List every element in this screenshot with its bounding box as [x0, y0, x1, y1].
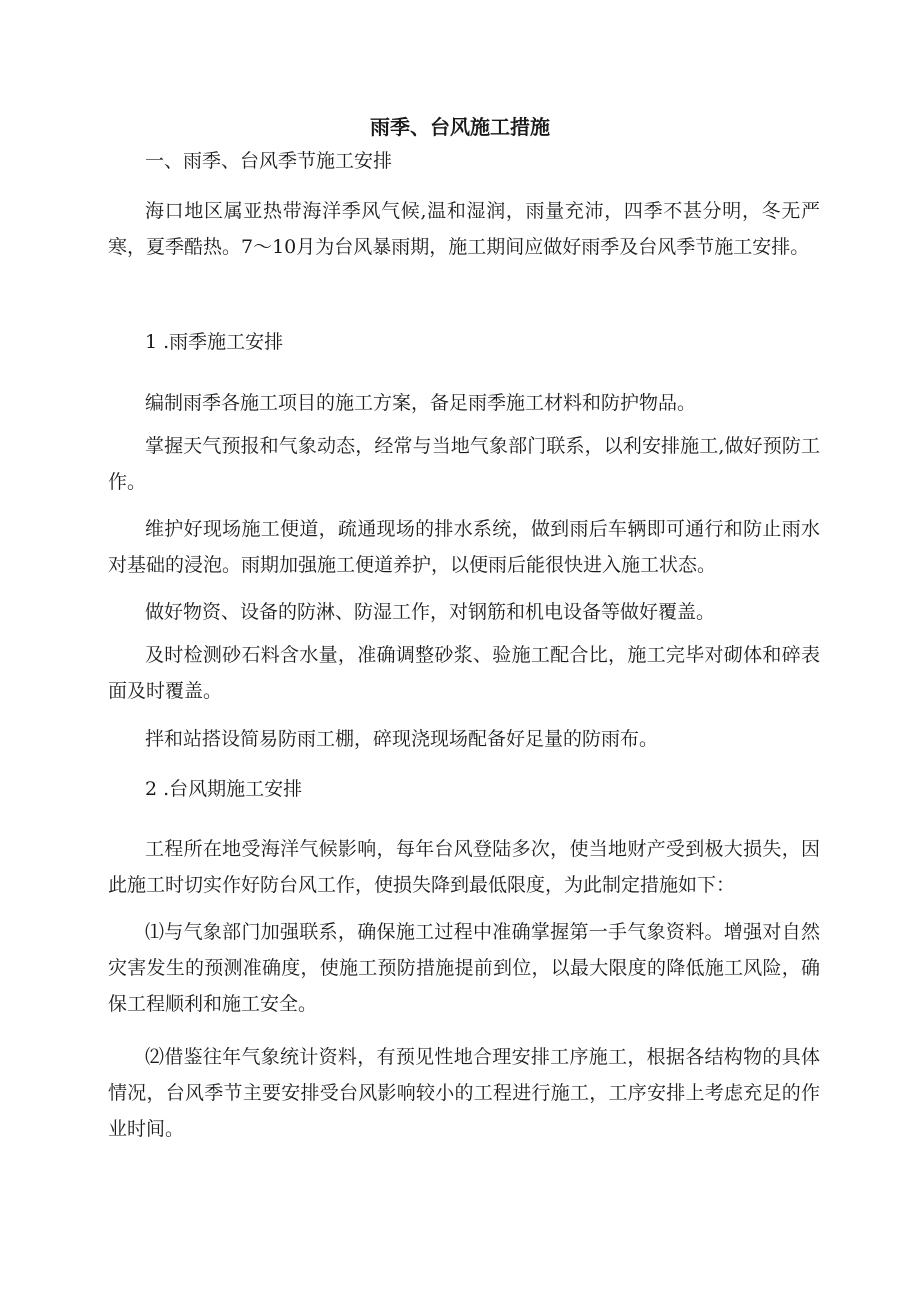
document-title: 雨季、台风施工措施 — [370, 115, 550, 139]
intro-paragraph: 海口地区属亚热带海洋季风气候,温和湿润，雨量充沛，四季不甚分明，冬无严寒，夏季酷热。7～10月为台风暴雨期，施工期间应做好雨季及台风季节施工安排。 — [108, 200, 820, 258]
subsection-rain-heading: 1 .雨季施工安排 — [145, 331, 284, 353]
typhoon-item: ⑵借鉴往年气象统计资料，有预见性地合理安排工序施工，根据各结构物的具体情况，台风季节主要安排受台风影响较小的工程进行施工，工序安排上考虑充足的作业时间。 — [108, 1046, 820, 1140]
rain-item: 掌握天气预报和气象动态，经常与当地气象部门联系，以利安排施工,做好预防工作。 — [108, 435, 820, 493]
rain-item: 编制雨季各施工项目的施工方案，备足雨季施工材料和防护物品。 — [145, 392, 697, 414]
rain-item: 做好物资、设备的防淋、防湿工作，对钢筋和机电设备等做好覆盖。 — [145, 601, 716, 623]
section-heading: 一、雨季、台风季节施工安排 — [145, 150, 393, 172]
typhoon-intro-paragraph: 工程所在地受海洋气候影响，每年台风登陆多次，使当地财产受到极大损失，因此施工时切实作好防台风工作，使损失降到最低限度，为此制定措施如下： — [108, 838, 820, 896]
subsection-typhoon-heading: 2 .台风期施工安排 — [145, 778, 303, 800]
typhoon-item: ⑴与气象部门加强联系，确保施工过程中准确掌握第一手气象资料。增强对自然灾害发生的预测准确度，使施工预防措施提前到位，以最大限度的降低施工风险，确保工程顺利和施工安全。 — [108, 921, 820, 1015]
rain-item: 拌和站搭设简易防雨工棚，碎现浇现场配备好足量的防雨布。 — [145, 728, 659, 750]
rain-item: 及时检测砂石料含水量，准确调整砂浆、验施工配合比，施工完毕对砌体和碎表面及时覆盖。 — [108, 644, 820, 702]
rain-item: 维护好现场施工便道，疏通现场的排水系统，做到雨后车辆即可通行和防止雨水对基础的浸泡。雨期加强施工便道养护，以便雨后能很快进入施工状态。 — [108, 518, 820, 576]
